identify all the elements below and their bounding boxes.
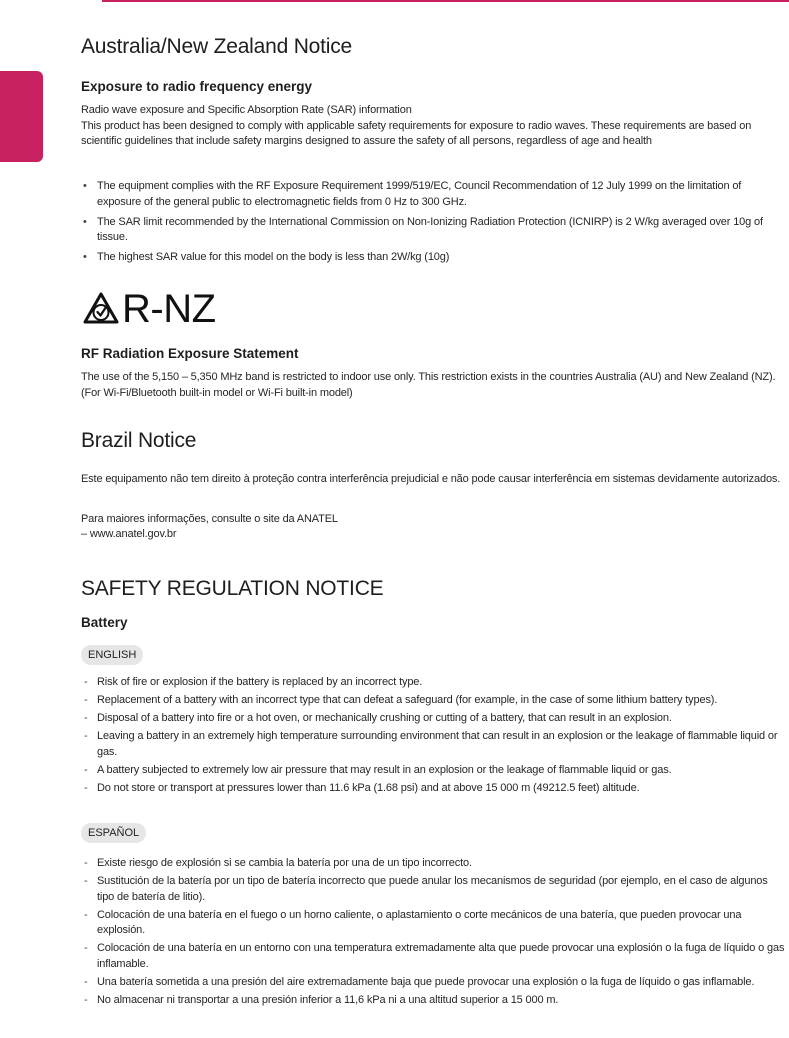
list-item: - Existe riesgo de explosión si se cambia la batería por una de un tipo incorrecto. — [81, 856, 787, 872]
rcm-mark — [82, 289, 216, 329]
list-item: - Do not store or transport at pressures lower than 11.6 kPa (1.68 psi) and at above 15 000 m (49212.5 feet) altitude. — [81, 781, 787, 797]
anatel-website-link[interactable]: – www.anatel.gov.br — [81, 528, 177, 540]
section-tab-marker — [0, 71, 43, 162]
sar-intro-paragraph: This product has been designed to comply with applicable safety requirements for exposure to radio waves. These requirements are based on scientific guidelines that include safety margins designed to assure the safety of all persons, regardless of age and health — [81, 119, 752, 147]
rcm-compliance-icon — [82, 291, 120, 327]
rf-exposure-subtitle: Exposure to radio frequency energy — [81, 79, 313, 94]
list-item: - Una batería sometida a una presión del aire extremadamente baja que puede provocar una explosión o la fuga de líquido o gas inflamable. — [81, 975, 787, 991]
list-item: - Disposal of a battery into fire or a hot oven, or mechanically crushing or cutting of a battery, that can result in an explosion. — [81, 711, 787, 727]
header-rule — [102, 0, 789, 2]
list-item: • The equipment complies with the RF Exposure Requirement 1999/519/EC, Council Recommendation of 12 July 1999 on the limitation of exposure of the general public to electromagnetic fields from 0 Hz to 300 GHz. — [81, 179, 787, 210]
english-battery-list — [81, 675, 787, 799]
list-item: • The highest SAR value for this model on the body is less than 2W/kg (10g) — [81, 250, 787, 266]
rcm-mark-text: R-NZ — [122, 287, 216, 331]
rf-statement-title: RF Radiation Exposure Statement — [81, 346, 299, 361]
list-item: - Colocación de una batería en el fuego o un horno caliente, o aplastamiento o corte mecánicos de una batería, que pueden provocar una explosión. — [81, 908, 787, 939]
australia-notice-title: Australia/New Zealand Notice — [81, 35, 353, 58]
list-item: - Sustitución de la batería por un tipo de batería incorrecto que puede anular los mecanismos de seguridad (por ejemplo, en el caso de algunos tipo de batería de litio). — [81, 874, 787, 905]
brazil-notice-title: Brazil Notice — [81, 429, 197, 452]
brazil-notice-text: Este equipamento não tem direito à proteção contra interferência prejudicial e não pode causar interferência em sistemas devidamente autorizados. — [81, 473, 781, 485]
battery-subtitle: Battery — [81, 615, 128, 630]
safety-notice-title: SAFETY REGULATION NOTICE — [81, 577, 384, 600]
anatel-info-line: Para maiores informações, consulte o site da ANATEL — [81, 513, 338, 525]
list-item: - No almacenar ni transportar a una presión inferior a 11,6 kPa ni a una altitud superior a 15 000 m. — [81, 993, 787, 1009]
list-item: - Colocación de una batería en un entorno con una temperatura extremadamente alta que puede provocar una explosión o la fuga de líquido o gas inflamable. — [81, 941, 787, 972]
list-item: - Leaving a battery in an extremely high temperature surrounding environment that can result in an explosion or the leakage of flammable liquid or gas. — [81, 729, 787, 760]
spanish-language-badge: ESPAÑOL — [81, 823, 146, 843]
rf-exposure-bullet-list — [81, 179, 787, 270]
list-item: - Replacement of a battery with an incorrect type that can defeat a safeguard (for example, in the case of some lithium battery types). — [81, 693, 787, 709]
sar-intro-line: Radio wave exposure and Specific Absorption Rate (SAR) information — [81, 104, 412, 116]
english-language-badge: ENGLISH — [81, 645, 143, 665]
spanish-battery-list — [81, 856, 787, 1011]
list-item: - Risk of fire or explosion if the battery is replaced by an incorrect type. — [81, 675, 787, 691]
rf-statement-text: The use of the 5,150 – 5,350 MHz band is restricted to indoor use only. This restriction exists in the countries Australia (AU) and New Zealand (NZ). (For Wi-Fi/Bluetooth built-in model or Wi-Fi built-in model) — [81, 371, 776, 399]
list-item: - A battery subjected to extremely low air pressure that may result in an explosion or the leakage of flammable liquid or gas. — [81, 763, 787, 779]
list-item: • The SAR limit recommended by the International Commission on Non-Ionizing Radiation Protection (ICNIRP) is 2 W/kg averaged over 10g of tissue. — [81, 215, 787, 246]
